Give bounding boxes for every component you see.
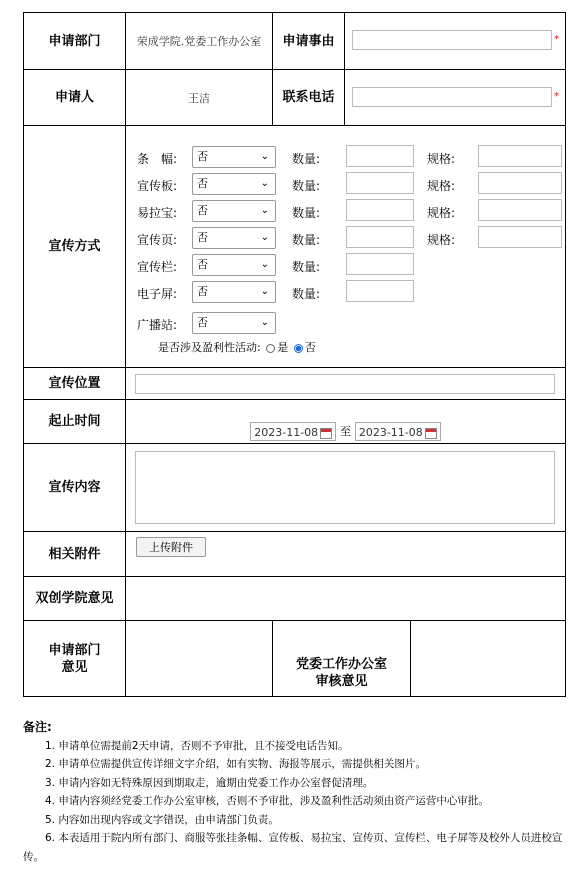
end-date-value: 2023-11-08 bbox=[358, 426, 423, 439]
chevron-down-icon: ⌄ bbox=[260, 205, 269, 216]
note-line: 5. 内容如出现内容或文字错误，由申请部门负责。 bbox=[45, 813, 279, 826]
qty-input[interactable] bbox=[346, 226, 414, 248]
content-cell bbox=[126, 444, 566, 532]
method-row bbox=[126, 171, 565, 198]
method-item-value: 否 bbox=[197, 204, 208, 217]
qty-label: 数量: bbox=[292, 233, 321, 247]
qty-label: 数量: bbox=[292, 206, 321, 220]
spec-label: 规格: bbox=[427, 206, 456, 220]
dept-opinion-cell bbox=[126, 621, 273, 697]
spec-input[interactable] bbox=[478, 226, 562, 248]
qty-input[interactable] bbox=[346, 199, 414, 221]
chevron-down-icon: ⌄ bbox=[260, 286, 269, 297]
method-item-label: 易拉宝: bbox=[137, 206, 178, 220]
profit-row bbox=[158, 339, 565, 359]
qty-input[interactable] bbox=[346, 280, 414, 302]
phone-input[interactable] bbox=[352, 87, 552, 107]
phone-label: 联系电话 bbox=[273, 70, 345, 126]
dept-opinion-text: 申请部门意见 bbox=[48, 642, 101, 675]
method-item-select[interactable] bbox=[192, 281, 276, 303]
dept-value: 荣成学院.党委工作办公室 bbox=[126, 13, 273, 70]
office-opinion-cell bbox=[411, 621, 565, 696]
method-item-select[interactable] bbox=[192, 254, 276, 276]
note-line: 6. 本表适用于院内所有部门、商服等张挂条幅、宣传板、易拉宝、宣传页、宣传栏、电子屏等及校外人员进校宣传。 bbox=[23, 832, 563, 863]
applicant-value: 王洁 bbox=[126, 70, 273, 126]
method-item-value: 否 bbox=[197, 258, 208, 271]
method-item-value: 否 bbox=[197, 316, 208, 329]
spec-input[interactable] bbox=[478, 199, 562, 221]
method-item-select[interactable] bbox=[192, 312, 276, 334]
calendar-icon[interactable] bbox=[425, 428, 437, 439]
qty-input[interactable] bbox=[346, 145, 414, 167]
method-row bbox=[126, 252, 565, 279]
chevron-down-icon: ⌄ bbox=[260, 317, 269, 328]
position-label: 宣传位置 bbox=[24, 368, 126, 400]
spec-label: 规格: bbox=[427, 152, 456, 166]
qty-label: 数量: bbox=[292, 260, 321, 274]
method-item-value: 否 bbox=[197, 150, 208, 163]
method-item-label: 电子屏: bbox=[137, 287, 178, 301]
method-row bbox=[126, 225, 565, 252]
method-row bbox=[126, 144, 565, 171]
note-line: 3. 申请内容如无特殊原因到期取走，逾期由党委工作办公室督促清理。 bbox=[45, 776, 374, 789]
method-item-select[interactable] bbox=[192, 227, 276, 249]
profit-no-radio[interactable] bbox=[294, 344, 303, 353]
attachment-label: 相关附件 bbox=[24, 532, 126, 577]
end-date-input[interactable] bbox=[355, 422, 441, 441]
required-mark: * bbox=[554, 34, 559, 45]
start-date-input[interactable] bbox=[250, 422, 336, 441]
note-line: 1. 申请单位需提前2天申请，否则不予审批，且不接受电话告知。 bbox=[45, 739, 349, 752]
method-item-label: 宣传页: bbox=[137, 233, 178, 247]
position-input[interactable] bbox=[135, 374, 555, 394]
office-opinion-wrap bbox=[273, 621, 566, 697]
position-cell bbox=[126, 368, 566, 400]
profit-question: 是否涉及盈利性活动: bbox=[158, 341, 261, 354]
qty-label: 数量: bbox=[292, 179, 321, 193]
applicant-label: 申请人 bbox=[24, 70, 126, 126]
profit-no-label: 否 bbox=[304, 341, 316, 354]
dept-opinion-label bbox=[24, 621, 126, 697]
notes-title: 备注: bbox=[23, 720, 52, 734]
note-line: 2. 申请单位需提供宣传详细文字介绍，如有实物、海报等展示，需提供相关图片。 bbox=[45, 758, 426, 770]
matter-label: 申请事由 bbox=[273, 13, 345, 70]
qty-input[interactable] bbox=[346, 253, 414, 275]
method-item-select[interactable] bbox=[192, 146, 276, 168]
qty-label: 数量: bbox=[292, 152, 321, 166]
time-label: 起止时间 bbox=[24, 400, 126, 444]
college-opinion-label: 双创学院意见 bbox=[24, 577, 126, 621]
office-opinion-label bbox=[273, 621, 411, 696]
college-opinion-cell bbox=[126, 577, 566, 621]
note-line: 4. 申请内容须经党委工作办公室审核，否则不予审批，涉及盈利性活动须由资产运营中心审批。 bbox=[45, 795, 489, 807]
method-item-label: 条 幅: bbox=[137, 152, 178, 166]
required-mark: * bbox=[554, 90, 559, 102]
method-item-label: 广播站: bbox=[137, 318, 178, 332]
time-cell bbox=[126, 400, 566, 444]
method-item-select[interactable] bbox=[192, 200, 276, 222]
office-opinion-text: 党委工作办公室审核意见 bbox=[295, 657, 387, 689]
matter-cell bbox=[345, 13, 566, 70]
method-label: 宣传方式 bbox=[24, 126, 126, 368]
spec-input[interactable] bbox=[478, 145, 562, 167]
chevron-down-icon: ⌄ bbox=[260, 259, 269, 270]
spec-label: 规格: bbox=[427, 179, 456, 193]
method-row bbox=[126, 310, 565, 337]
spec-label: 规格: bbox=[427, 233, 456, 247]
chevron-down-icon: ⌄ bbox=[260, 151, 269, 162]
method-item-select[interactable] bbox=[192, 173, 276, 195]
upload-attachment-button[interactable]: 上传附件 bbox=[136, 537, 206, 557]
application-form bbox=[23, 12, 566, 697]
content-textarea[interactable] bbox=[135, 451, 555, 524]
spec-input[interactable] bbox=[478, 172, 562, 194]
phone-cell bbox=[345, 70, 566, 126]
profit-yes-radio[interactable] bbox=[266, 344, 275, 353]
chevron-down-icon: ⌄ bbox=[260, 178, 269, 189]
chevron-down-icon: ⌄ bbox=[260, 232, 269, 243]
notes bbox=[23, 718, 569, 866]
method-row bbox=[126, 198, 565, 225]
content-label: 宣传内容 bbox=[24, 444, 126, 532]
method-item-value: 否 bbox=[197, 285, 208, 298]
method-item-label: 宣传板: bbox=[137, 179, 178, 193]
method-cell bbox=[126, 126, 566, 368]
qty-label: 数量: bbox=[292, 287, 321, 301]
time-sep: 至 bbox=[340, 425, 351, 438]
qty-input[interactable] bbox=[346, 172, 414, 194]
attachment-cell bbox=[126, 532, 566, 577]
dept-label: 申请部门 bbox=[24, 13, 126, 70]
method-item-value: 否 bbox=[197, 231, 208, 244]
method-row bbox=[126, 279, 565, 306]
method-item-value: 否 bbox=[197, 177, 208, 190]
calendar-icon[interactable] bbox=[320, 428, 332, 439]
profit-yes-label: 是 bbox=[277, 341, 289, 354]
method-item-label: 宣传栏: bbox=[137, 260, 178, 274]
matter-input[interactable] bbox=[352, 30, 552, 50]
start-date-value: 2023-11-08 bbox=[254, 426, 319, 439]
